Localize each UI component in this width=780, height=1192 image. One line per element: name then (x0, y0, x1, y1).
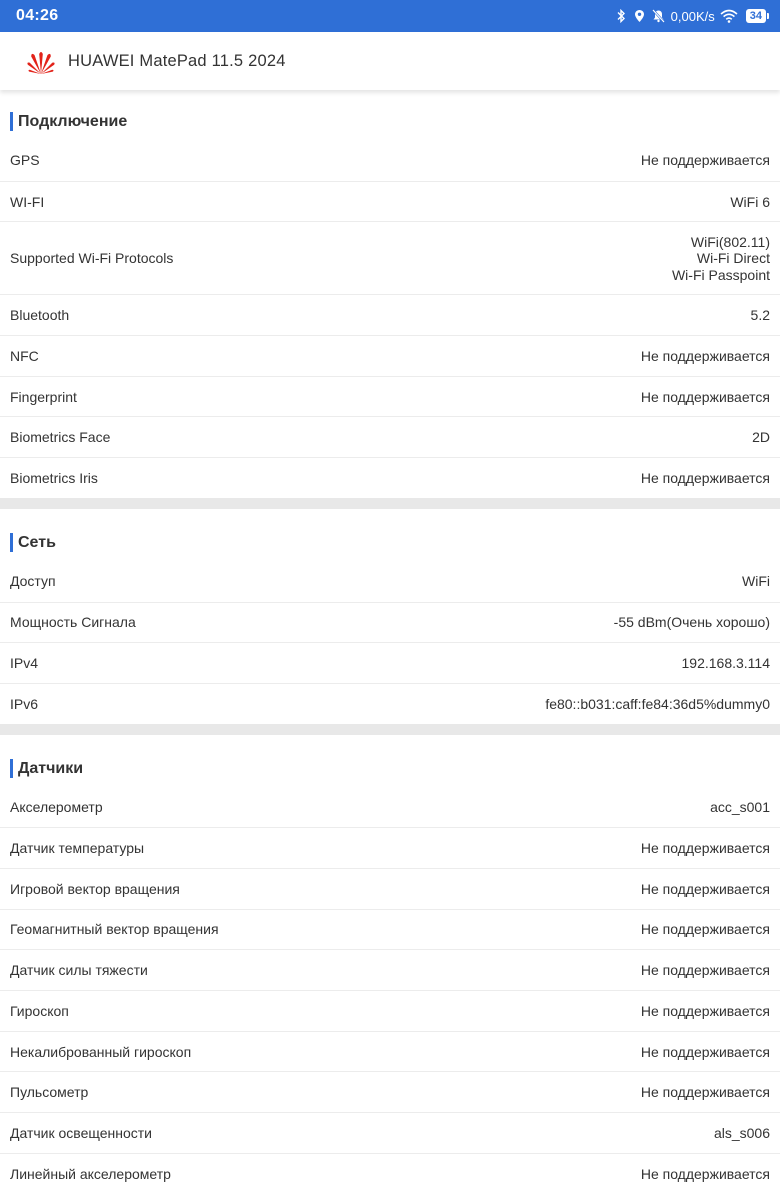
row-label: Некалиброванный гироскоп (10, 1043, 192, 1060)
row-label: IPv6 (10, 695, 39, 712)
row-value: Не поддерживается (640, 388, 770, 405)
info-row-geomagnetic-rotation-vector (0, 909, 780, 950)
info-row-accelerometer (0, 787, 780, 828)
row-label: WI-FI (10, 193, 45, 210)
row-label: Доступ (10, 573, 56, 590)
row-label: Bluetooth (10, 307, 70, 324)
row-label: Датчик освещенности (10, 1124, 152, 1141)
row-label: Датчик силы тяжести (10, 962, 148, 979)
info-row-gps (0, 140, 780, 181)
wifi-icon (720, 9, 738, 23)
info-row-linear-accelerometer (0, 1153, 780, 1192)
section-accent-bar (10, 533, 13, 552)
row-value-line: Wi-Fi Passpoint (671, 266, 770, 283)
info-row-game-rotation-vector (0, 868, 780, 909)
info-row-wifi (0, 181, 780, 222)
row-value: Не поддерживается (640, 1084, 770, 1101)
section-title: Датчики (18, 759, 84, 777)
row-label: Biometrics Face (10, 429, 111, 446)
row-label: Датчик температуры (10, 840, 145, 857)
row-label: Геомагнитный вектор вращения (10, 921, 219, 938)
status-time: 04:26 (16, 7, 59, 24)
row-value: als_s006 (713, 1124, 770, 1141)
row-value: Не поддерживается (640, 1165, 770, 1182)
row-value: 192.168.3.114 (681, 655, 770, 672)
info-row-ipv4 (0, 642, 780, 683)
battery-icon: 34 (746, 9, 766, 23)
info-row-biometrics-iris (0, 457, 780, 498)
row-label: Supported Wi-Fi Protocols (10, 250, 174, 267)
row-label: Игровой вектор вращения (10, 880, 180, 897)
row-value (672, 234, 770, 284)
row-label: Пульсометр (10, 1084, 89, 1101)
row-label: NFC (10, 347, 39, 364)
app-bar (0, 32, 780, 90)
row-value: Не поддерживается (640, 469, 770, 486)
row-value: Не поддерживается (640, 921, 770, 938)
row-value: acc_s001 (710, 798, 770, 815)
section-network (0, 509, 780, 724)
status-bar (0, 0, 780, 32)
row-label: Гироскоп (10, 1002, 69, 1019)
row-value: Не поддерживается (640, 840, 770, 857)
row-value: 5.2 (750, 307, 770, 324)
section-accent-bar (10, 759, 13, 778)
info-row-biometrics-face (0, 416, 780, 457)
row-label: IPv4 (10, 655, 39, 672)
row-value: Не поддерживается (640, 880, 770, 897)
net-speed: 0,00K/s (670, 8, 715, 24)
mute-icon (652, 9, 666, 23)
status-icons (614, 9, 766, 24)
location-icon (633, 9, 647, 23)
row-value: Не поддерживается (640, 962, 770, 979)
info-row-heart-rate (0, 1071, 780, 1112)
info-row-uncalibrated-gyroscope (0, 1031, 780, 1072)
info-row-light-sensor (0, 1112, 780, 1153)
device-info-list[interactable] (0, 90, 780, 1192)
row-label: Fingerprint (10, 388, 77, 405)
info-row-signal-strength (0, 602, 780, 643)
row-value: 2D (752, 429, 770, 446)
row-value: -55 dBm(Очень хорошо) (613, 614, 770, 631)
row-value-line: WiFi(802.11) (690, 233, 770, 250)
row-value: Не поддерживается (640, 1043, 770, 1060)
row-label: Мощность Сигнала (10, 614, 136, 631)
row-value-line: Wi-Fi Direct (696, 250, 770, 267)
info-row-wifi-protocols (0, 221, 780, 294)
huawei-logo (22, 46, 60, 76)
bluetooth-icon (614, 9, 628, 23)
info-row-ipv6 (0, 683, 780, 724)
row-value: Не поддерживается (640, 347, 770, 364)
section-divider (0, 724, 780, 735)
row-value: fe80::b031:caff:fe84:36d5%dummy0 (545, 695, 770, 712)
section-divider (0, 498, 780, 509)
row-value: WiFi 6 (730, 193, 770, 210)
row-value: Не поддерживается (640, 1002, 770, 1019)
info-row-gyroscope (0, 990, 780, 1031)
info-row-temperature-sensor (0, 827, 780, 868)
section-title: Подключение (18, 113, 128, 130)
section-title: Сеть (18, 533, 56, 551)
row-label: Акселерометр (10, 798, 103, 815)
row-value: WiFi (742, 573, 770, 590)
section-sensors (0, 735, 780, 1192)
info-row-fingerprint (0, 376, 780, 417)
row-label: Линейный акселерометр (10, 1165, 171, 1182)
row-value: Не поддерживается (640, 152, 770, 169)
info-row-gravity-sensor (0, 949, 780, 990)
row-label: Biometrics Iris (10, 469, 98, 486)
section-connection (0, 90, 780, 498)
page-title: HUAWEI MatePad 11.5 2024 (68, 51, 286, 70)
info-row-nfc (0, 335, 780, 376)
section-header (0, 90, 780, 140)
section-accent-bar (10, 112, 13, 131)
section-header (0, 735, 780, 787)
info-row-access (0, 561, 780, 602)
row-label: GPS (10, 152, 40, 169)
info-row-bluetooth (0, 294, 780, 335)
section-header (0, 509, 780, 561)
